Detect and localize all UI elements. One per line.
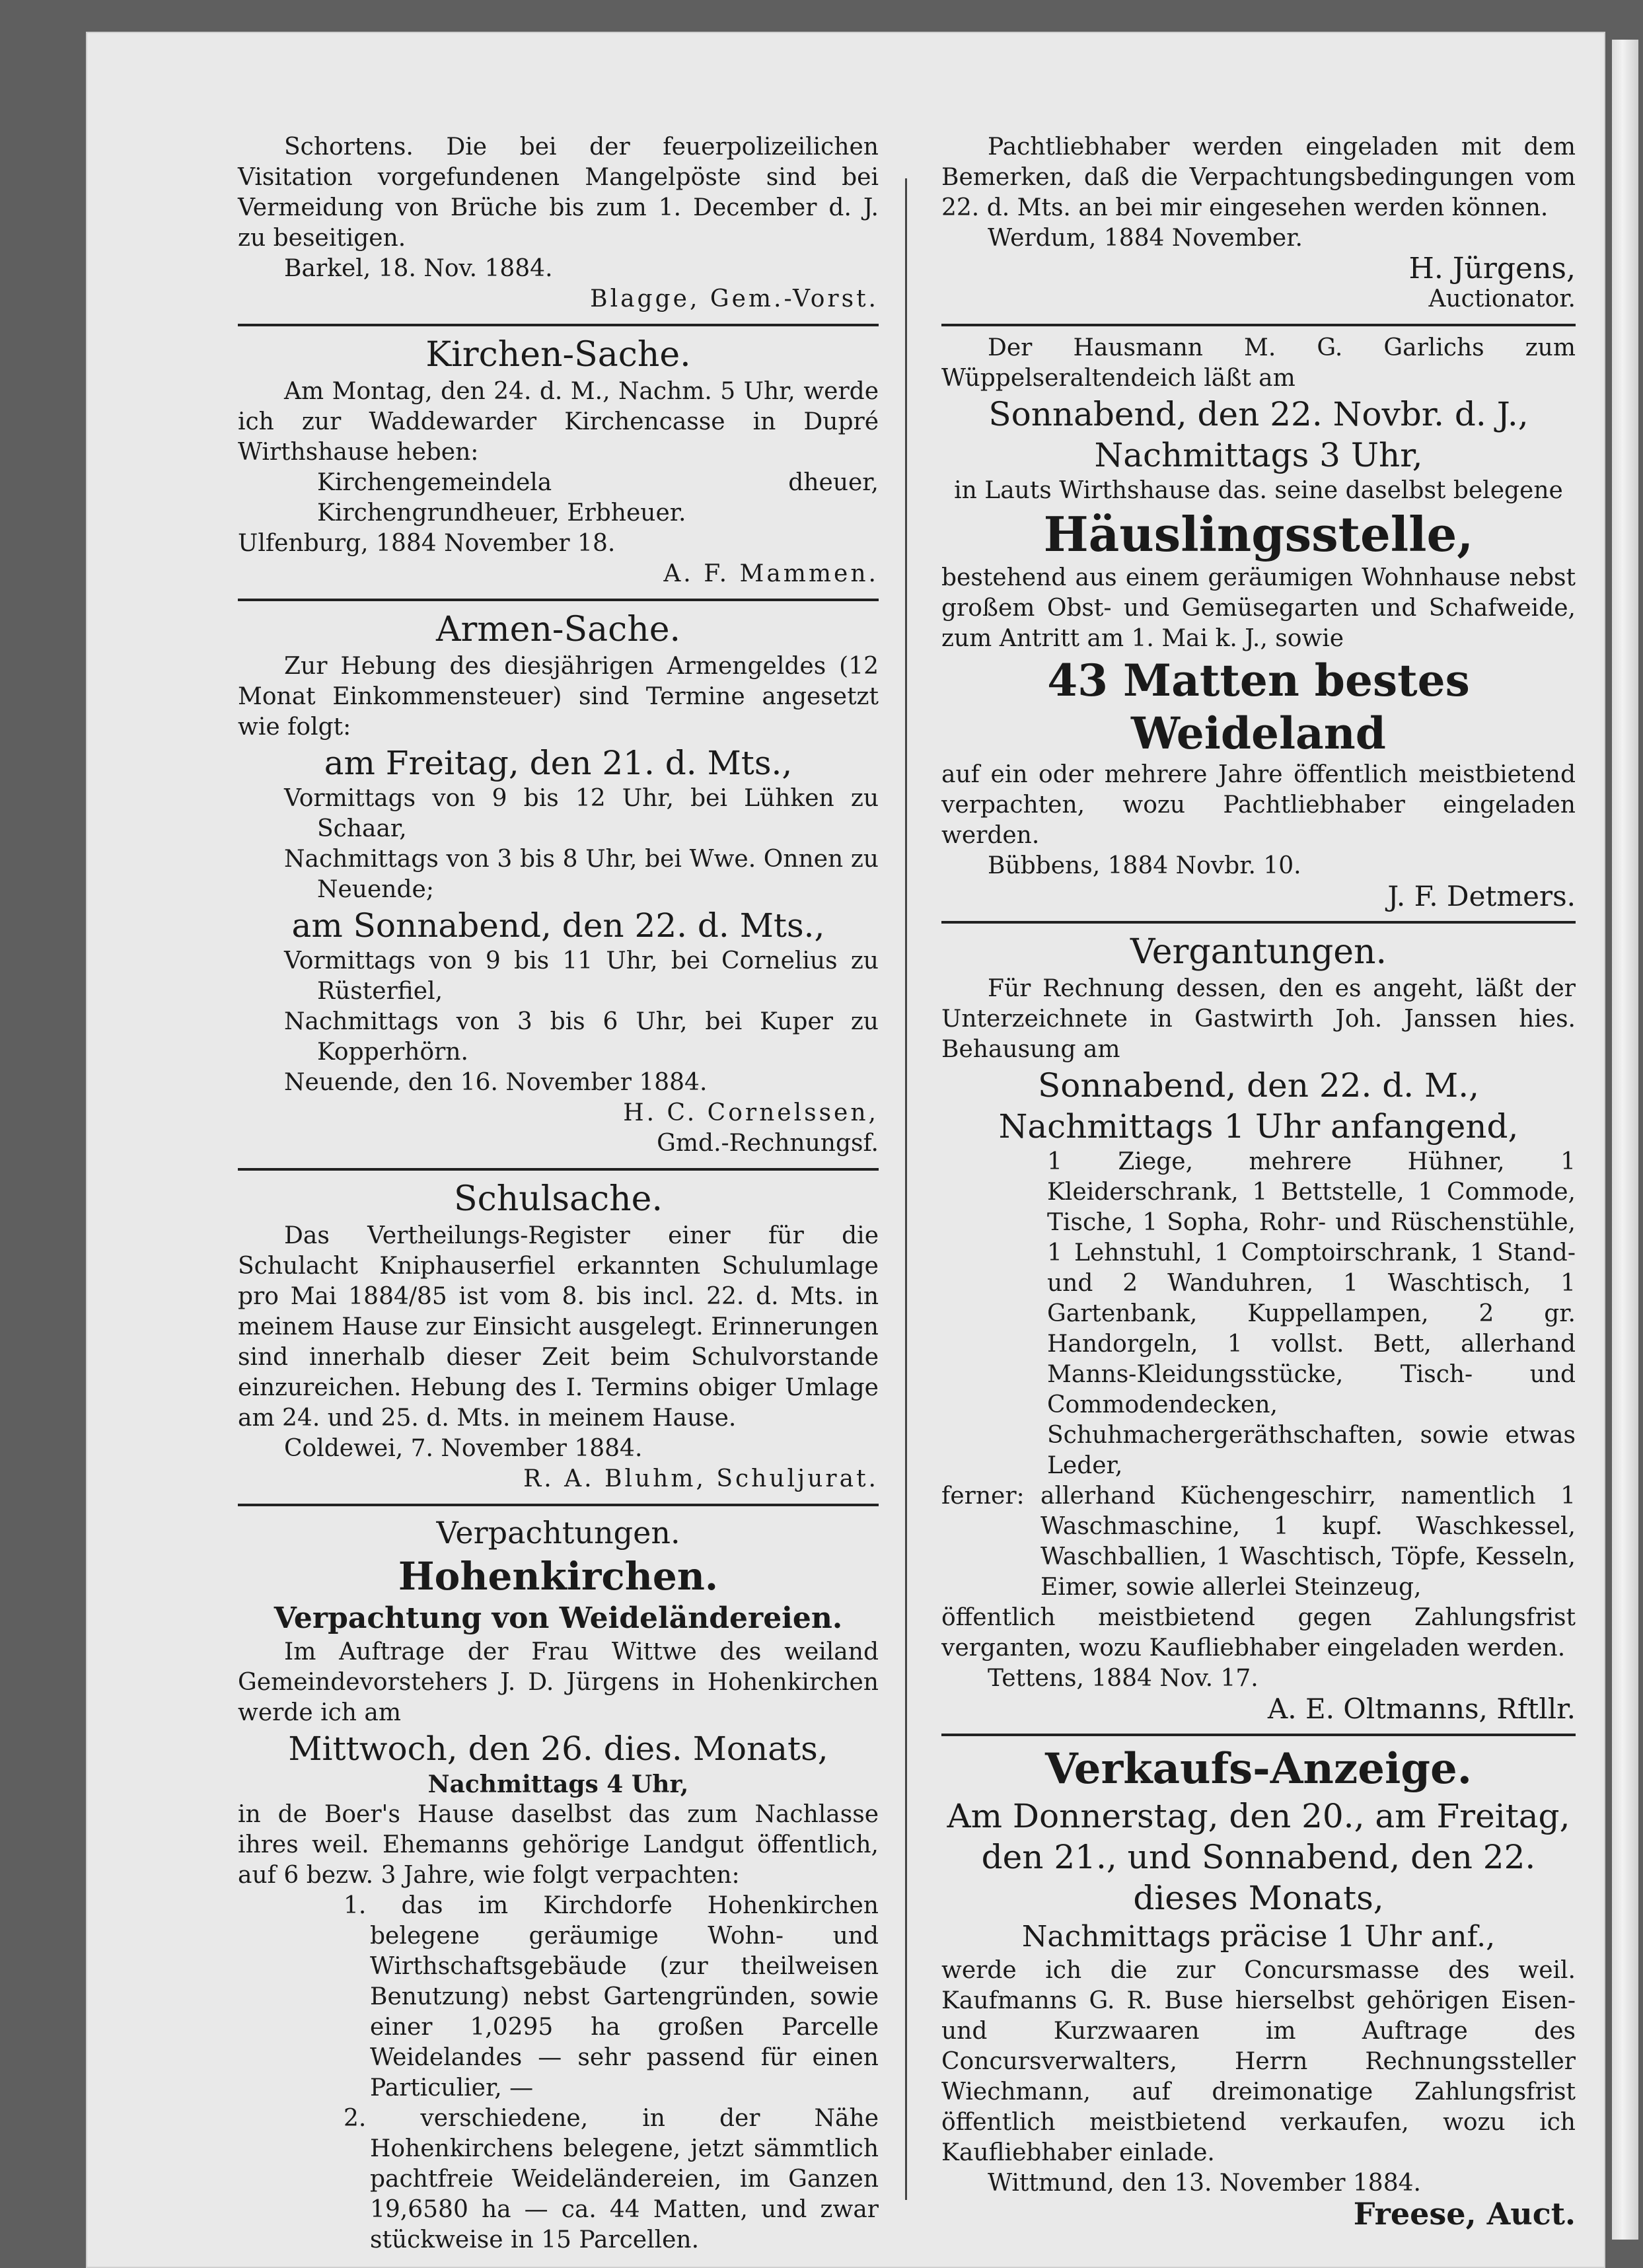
armen-sign: H. C. Cornelssen, [623, 1099, 879, 1126]
schul-date: Coldewei, 7. November 1884. [284, 1435, 643, 1462]
verkauf-sign: Freese, Auct. [1353, 2196, 1576, 2232]
rule [238, 599, 879, 601]
armen-title: Armen-Sache. [435, 610, 681, 649]
haus-text3: bestehend aus einem geräumigen Wohnhause nebst großem Obst- und Gemüsegarten und Schafweide, zum Antritt am 1. Mai k. J., sowie [941, 564, 1576, 652]
column-divider [905, 178, 907, 2200]
pacht-text: Pachtliebhaber werden eingeladen mit dem Bemerken, daß die Verpachtungsbedingungen vom 22. d. Mts. an bei mir eingesehen werden können. [941, 133, 1576, 221]
verkauf-text: werde ich die zur Concursmasse des weil. Kaufmanns G. R. Buse hierselbst gehörigen Eisen- und Kurzwaaren im Auftrage des Concursverwalters, Herrn Rechnungssteller Wiechmann, auf dreimonatige Zahlungsfrist öffentlich meistbietend verkaufen, wozu ich Kaufliebhaber einlade. [941, 1957, 1576, 2166]
vergant-time: Nachmittags 1 Uhr anfangend, [998, 1107, 1519, 1146]
armen-day1-morning: Vormittags von 9 bis 12 Uhr, bei Lühken zu Schaar, [284, 785, 879, 842]
kirchen-date: Ulfenburg, 1884 November 18. [238, 530, 616, 557]
armen-day2: am Sonnabend, den 22. d. Mts., [291, 906, 825, 945]
vergant-ferner-label: ferner: [941, 1482, 1025, 1510]
haus-sign: J. F. Detmers. [1387, 880, 1576, 912]
haus-text2: in Lauts Wirthshause das. seine daselbst belegene [954, 477, 1563, 504]
schul-text: Das Vertheilungs-Register einer für die Schulacht Kniphauserfiel erkannten Schulumlage pro Mai 1884/85 ist vom 8. bis incl. 22. d. Mts. in meinem Hause zur Einsicht ausgelegt. Erinnerungen sind innerhalb dieser Zeit beim Schulvorstande einzureichen. Hebung des I. Termins obiger Umlage am 24. und 25. d. Mts. in meinem Hause. [238, 1222, 879, 1432]
verp-item-2: 2. verschiedene, in der Nähe Hohenkirchens belegene, jetzt sämmtlich pachtfreie Weideländereien, im Ganzen 19,6580 ha — ca. 44 Matten, und zwar stückweise in 15 Parcellen. [344, 2105, 879, 2253]
kirchen-text: Am Montag, den 24. d. M., Nachm. 5 Uhr, werde ich zur Waddewarder Kirchencasse in Dupré Wirthshause heben: [238, 378, 879, 466]
verp-text2: in de Boer's Hause daselbst das zum Nachlasse ihres weil. Ehemanns gehörige Landgut öffentlich, auf 6 bezw. 3 Jahre, wie folgt verpachten: [238, 1801, 879, 1889]
page-binding [1612, 40, 1638, 2240]
vergant-ferner-row [941, 1481, 1576, 1603]
haus-time: Nachmittags 3 Uhr, [1094, 436, 1423, 474]
rule [238, 324, 879, 326]
vergant-sign: A. E. Oltmanns, Rftllr. [1267, 1693, 1576, 1725]
rule [941, 1734, 1576, 1736]
schul-title: Schulsache. [454, 1179, 663, 1219]
haus-text: Der Hausmann M. G. Garlichs zum Wüppelseraltendeich läßt am [941, 334, 1576, 392]
vergant-items: 1 Ziege, mehrere Hühner, 1 Kleiderschrank, 1 Bettstelle, 1 Commode, Tische, 1 Sopha, Rohr- und Rüschenstühle, 1 Lehnstuhl, 1 Comptoirschrank, 1 Stand- und 2 Wanduhren, 1 Waschtisch, 1 Gartenbank, Kuppellampen, 2 gr. Handorgeln, 1 vollst. Bett, allerhand Manns-Kleidungsstücke, Tisch- und Commodendecken, Schuhmachergeräthschaften, sowie etwas Leder, [1047, 1148, 1576, 1479]
verkauf-date: Wittmund, den 13. November 1884. [988, 2170, 1421, 2197]
rule [238, 1168, 879, 1171]
vergant-date: Tettens, 1884 Nov. 17. [988, 1665, 1259, 1692]
armen-day1: am Freitag, den 21. d. Mts., [324, 744, 793, 782]
kirchen-items: Kirchengemeindela dheuer, Kirchengrundheuer, Erbheuer. [317, 469, 879, 527]
vergant-text2: öffentlich meistbietend gegen Zahlungsfrist verganten, wozu Kaufliebhaber eingeladen werden. [941, 1604, 1576, 1662]
schortens-sign: Blagge, Gem.-Vorst. [590, 285, 879, 312]
schortens-notice: Schortens. Die bei der feuerpolizeilichen Visitation vorgefundenen Mangelpöste sind bei Vermeidung von Brüche bis zum 1. December d. J. zu beseitigen. [238, 133, 879, 252]
schortens-date: Barkel, 18. Nov. 1884. [284, 255, 553, 282]
pacht-date: Werdum, 1884 November. [988, 225, 1303, 252]
verp-subtitle: Verpachtung von Weideländereien. [274, 1601, 843, 1635]
kirchen-sign: A. F. Mammen. [663, 560, 879, 587]
verp-time: Nachmittags 4 Uhr, [427, 1771, 689, 1798]
kirchen-title: Kirchen-Sache. [425, 335, 691, 375]
verkauf-time: Nachmittags präcise 1 Uhr anf., [1021, 1920, 1496, 1954]
vergant-day: Sonnabend, den 22. d. M., [1037, 1066, 1480, 1105]
armen-day2-morning: Vormittags von 9 bis 11 Uhr, bei Cornelius zu Rüsterfiel, [284, 947, 879, 1005]
haus-title: Häuslingsstelle, [1043, 506, 1474, 562]
verp-place: Hohenkirchen. [398, 1554, 719, 1599]
rule [238, 1504, 879, 1506]
verp-day: Mittwoch, den 26. dies. Monats, [288, 1730, 828, 1768]
armen-sign-title: Gmd.-Rechnungsf. [657, 1130, 879, 1157]
armen-text: Zur Hebung des diesjährigen Armengeldes (12 Monat Einkommensteuer) sind Termine angesetzt wie folgt: [238, 653, 879, 741]
vergant-ferner: allerhand Küchengeschirr, namentlich 1 Waschmaschine, 1 kupf. Waschkessel, Waschballien, 1 Waschtisch, Töpfe, Kesseln, Eimer, sowie allerlei Steinzeug, [1041, 1482, 1576, 1601]
verp-text: Im Auftrage der Frau Wittwe des weiland Gemeindevorstehers J. D. Jürgens in Hohenkirchen werde ich am [238, 1638, 879, 1726]
haus-big: 43 Matten bestes Weideland [1047, 655, 1470, 759]
armen-date: Neuende, den 16. November 1884. [284, 1069, 708, 1096]
pacht-sign: H. Jürgens, [1408, 252, 1576, 285]
vergant-title: Vergantungen. [1130, 932, 1387, 972]
left-column [238, 132, 879, 2255]
haus-day: Sonnabend, den 22. Novbr. d. J., [988, 395, 1529, 433]
armen-day2-afternoon: Nachmittags von 3 bis 6 Uhr, bei Kuper zu Kopperhörn. [284, 1008, 879, 1066]
haus-date: Bübbens, 1884 Novbr. 10. [988, 852, 1301, 879]
verp-title: Verpachtungen. [436, 1515, 680, 1551]
verkauf-day: Am Donnerstag, den 20., am Freitag, den 21., und Sonnabend, den 22. dieses Monats, [947, 1797, 1570, 1917]
verkauf-title: Verkaufs-Anzeige. [1045, 1744, 1472, 1794]
armen-day1-afternoon: Nachmittags von 3 bis 8 Uhr, bei Wwe. Onnen zu Neuende; [284, 846, 879, 903]
pacht-sign-title: Auctionator. [1428, 285, 1576, 312]
rule [941, 324, 1576, 326]
right-column [941, 132, 1576, 2232]
schul-sign: R. A. Bluhm, Schuljurat. [523, 1465, 879, 1492]
rule [941, 921, 1576, 924]
vergant-text: Für Rechnung dessen, den es angeht, läßt der Unterzeichnete in Gastwirth Joh. Janssen hies. Behausung am [941, 975, 1576, 1063]
haus-text4: auf ein oder mehrere Jahre öffentlich meistbietend verpachten, wozu Pachtliebhaber eingeladen werden. [941, 761, 1576, 849]
verp-item-1: 1. das im Kirchdorfe Hohenkirchen belegene geräumige Wohn- und Wirthschaftsgebäude (zur theilweisen Benutzung) nebst Gartengründen, sowie einer 1,0295 ha großen Parcelle Weidelandes — sehr passend für einen Particulier, — [344, 1892, 879, 2102]
